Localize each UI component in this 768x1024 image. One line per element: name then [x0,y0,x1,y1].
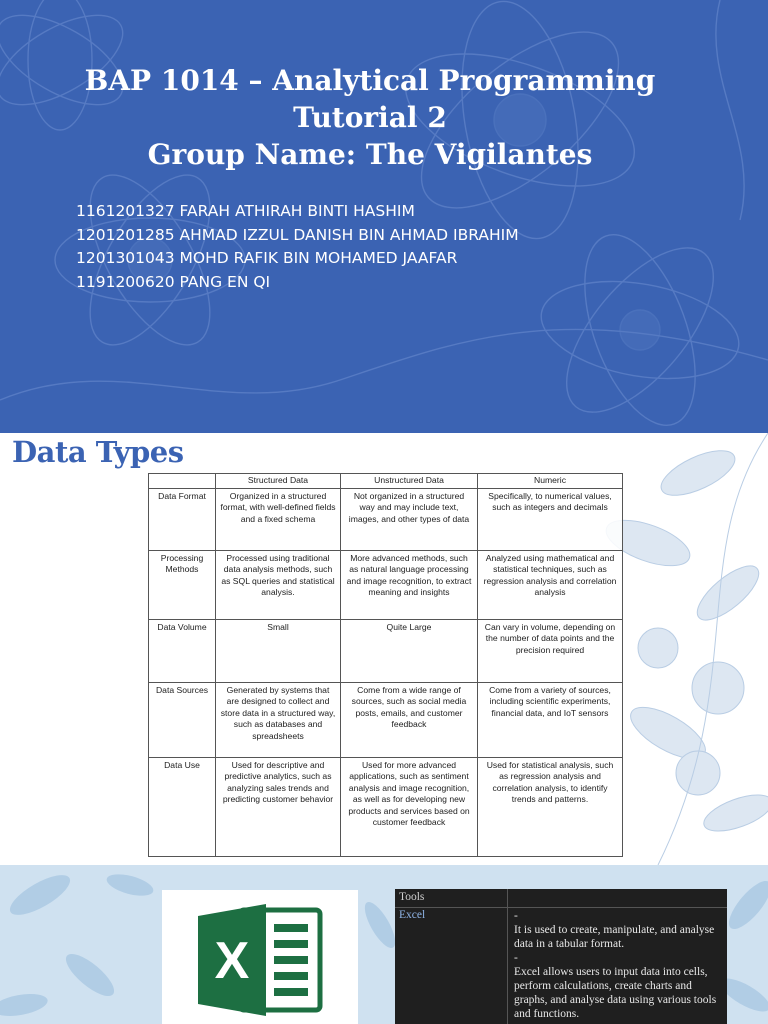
table-header-row [149,474,623,489]
table-row [149,550,623,619]
table-cell: More advanced methods, such as natural language processing and image recognition, to extract meaning and insights [341,550,478,619]
description-line: It is used to create, manipulate, and analyse data in a tabular format. [514,924,715,950]
row-header: Data Sources [149,682,216,757]
table-cell: Quite Large [341,619,478,682]
table-cell: Can vary in volume, depending on the number of data points and the precision required [478,619,623,682]
title-slide [0,0,768,433]
table-cell: Come from a variety of sources, including scientific experiments, financial data, and IoT sensors [478,682,623,757]
svg-text:X: X [214,932,250,990]
table-cell: Processed using traditional data analysis methods, such as SQL queries and statistical analysis. [216,550,341,619]
tools-slide [0,865,768,1024]
data-types-slide [0,433,768,865]
column-header: Unstructured Data [341,474,478,489]
table-cell: Used for descriptive and predictive analytics, such as analyzing sales trends and predicting customer behavior [216,757,341,856]
column-header [149,474,216,489]
excel-logo-card [162,890,358,1024]
table-cell: Not organized in a structured way and may include text, images, and other types of data [341,488,478,550]
column-header: Numeric [478,474,623,489]
row-header: Data Volume [149,619,216,682]
title-line-group-name: Group Name: The Vigilantes [147,138,593,171]
table-cell: Used for statistical analysis, such as regression analysis and correlation analysis, to identify trends and patterns. [478,757,623,856]
group-members-list [76,200,519,294]
member-item: 1201301043 MOHD RAFIK BIN MOHAMED JAAFAR [76,249,458,267]
description-line: Excel allows users to input data into cells, perform calculations, create charts and graphs, and analyse data using various tools and functions. [514,966,717,1020]
tools-column-header: Tools [399,891,425,903]
table-cell: Small [216,619,341,682]
table-cell: Specifically, to numerical values, such as integers and decimals [478,488,623,550]
title-line-tutorial: Tutorial 2 [293,101,447,134]
tools-table [395,889,727,1024]
tool-description-cell [514,909,724,1021]
data-types-table [148,473,623,857]
row-header: Data Format [149,488,216,550]
tool-name-cell: Excel [399,909,426,921]
table-cell: Analyzed using mathematical and statistical techniques, such as regression analysis and correlation analysis [478,550,623,619]
table-cell: Organized in a structured format, with well-defined fields and a fixed schema [216,488,341,550]
table-cell: Used for more advanced applications, such as sentiment analysis and image recognition, as well as for developing new products and services based on customer feedback [341,757,478,856]
table-row [149,682,623,757]
table-row [149,757,623,856]
table-row [149,488,623,550]
description-line: - [514,952,518,964]
slide-heading: Data Types [12,435,184,469]
description-line: - [514,910,518,922]
member-item: 1161201327 FARAH ATHIRAH BINTI HASHIM [76,202,415,220]
tools-table-header [395,889,727,908]
presentation-title [0,62,740,173]
member-item: 1191200620 PANG EN QI [76,272,271,291]
excel-logo-icon [162,890,358,1024]
column-divider [507,889,508,1024]
row-header: Processing Methods [149,550,216,619]
table-cell: Generated by systems that are designed to collect and store data in a structured way, such as databases and spreadsheets [216,682,341,757]
member-item: 1201201285 AHMAD IZZUL DANISH BIN AHMAD IBRAHIM [76,225,519,244]
title-line-course: BAP 1014 – Analytical Programming [84,64,656,97]
table-row [149,619,623,682]
table-cell: Come from a wide range of sources, such as social media posts, emails, and customer feedback [341,682,478,757]
row-header: Data Use [149,757,216,856]
column-header: Structured Data [216,474,341,489]
